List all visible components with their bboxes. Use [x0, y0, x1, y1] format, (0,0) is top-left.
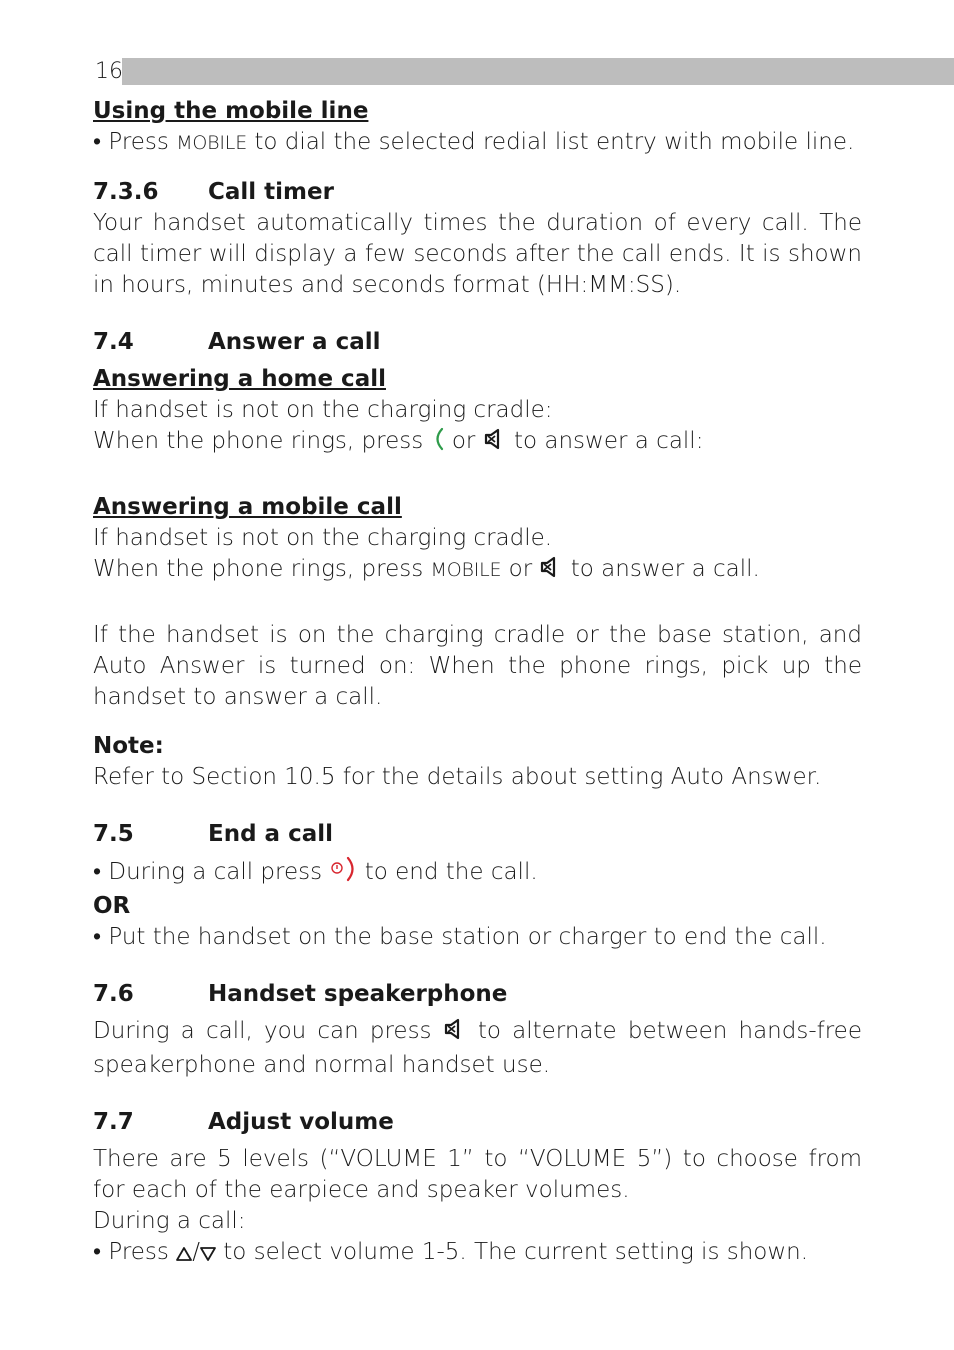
end-call-bullet1: • During a call press to end the call.	[93, 856, 862, 891]
home-call-line2: When the phone rings, press or to answer a call:	[93, 426, 862, 460]
note-label: Note:	[93, 733, 164, 759]
mobile-key-label: MOBILE	[430, 559, 502, 581]
speaker-icon	[539, 555, 563, 588]
section-heading-end-call: 7.5 End a call	[93, 821, 334, 847]
page-header-bar	[93, 58, 954, 85]
speaker-icon	[443, 1017, 467, 1050]
volume-body: There are 5 levels (“VOLUME 1” to “VOLUME 5”) to choose from for each of the earpiece and speaker volumes.	[93, 1146, 862, 1203]
volume-during: During a call:	[93, 1208, 246, 1234]
mobile-call-line1: If handset is not on the charging cradle.	[93, 525, 553, 551]
section-heading-speakerphone: 7.6 Handset speakerphone	[93, 981, 508, 1007]
or-label: OR	[93, 893, 131, 919]
down-arrow-icon	[200, 1240, 216, 1271]
auto-answer-paragraph: If the handset is on the charging cradle or the base station, and Auto Answer is turned on: When the phone rings, pick up the handset to answer a call.	[93, 622, 862, 710]
mobile-line-bullet: • Press MOBILE to dial the selected redial list entry with mobile line.	[93, 129, 855, 155]
end-call-icon	[329, 856, 357, 891]
speaker-icon	[483, 427, 507, 460]
section-heading-answer-call: 7.4 Answer a call	[93, 329, 381, 355]
up-arrow-icon	[176, 1240, 192, 1271]
mobile-call-heading: Answering a mobile call	[93, 494, 402, 520]
talk-icon	[431, 427, 445, 460]
mobile-key-label: MOBILE	[176, 132, 248, 154]
mobile-call-line2: When the phone rings, press MOBILE or to answer a call.	[93, 554, 862, 588]
section-heading-adjust-volume: 7.7 Adjust volume	[93, 1109, 394, 1135]
call-timer-body: Your handset automatically times the duration of every call. The call timer will display a few seconds after the call ends. It is shown in hours, minutes and seconds format (HH:MM:SS).	[93, 210, 862, 298]
home-call-heading: Answering a home call	[93, 366, 386, 392]
end-call-bullet2: • Put the handset on the base station or charger to end the call.	[93, 924, 827, 950]
page-content	[93, 96, 862, 1271]
section-heading-call-timer: 7.3.6 Call timer	[93, 179, 334, 205]
note-text: Refer to Section 10.5 for the details about setting Auto Answer.	[93, 764, 822, 790]
volume-bullet: • Press / to select volume 1-5. The current setting is shown.	[93, 1237, 862, 1271]
speakerphone-body: During a call, you can press to alternate between hands-free speakerphone and normal handset use.	[93, 1018, 862, 1078]
page-number: 16	[95, 59, 123, 84]
mobile-line-heading: Using the mobile line	[93, 98, 369, 124]
home-call-line1: If handset is not on the charging cradle:	[93, 397, 553, 423]
